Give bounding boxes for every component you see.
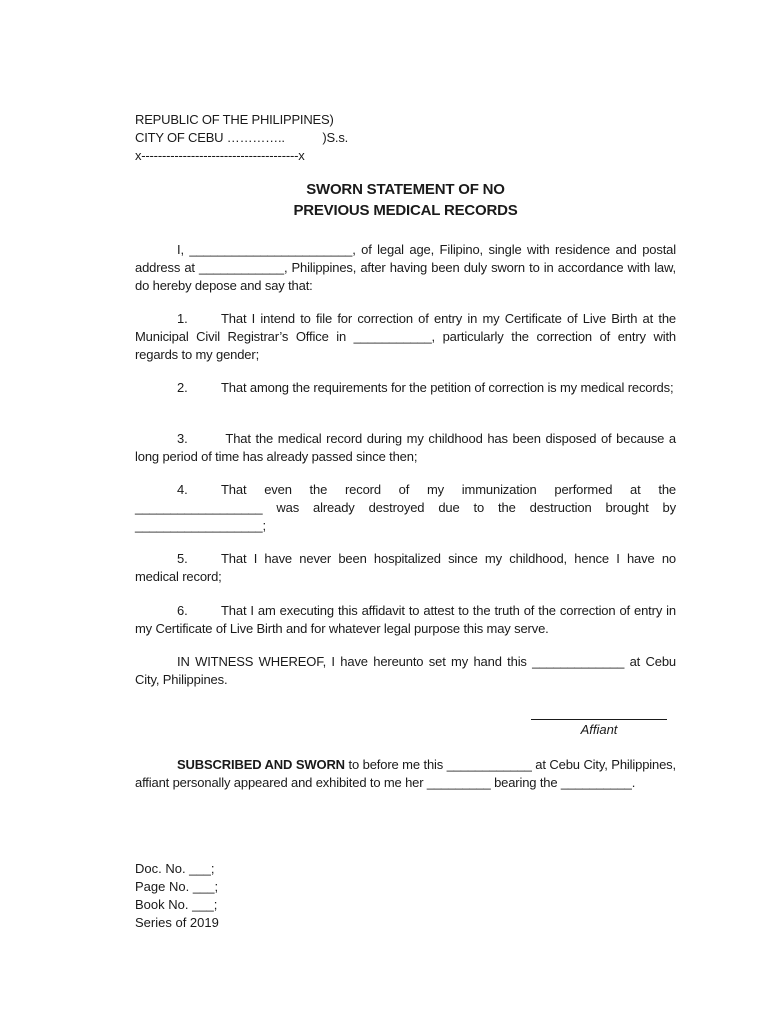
affiant-label: Affiant: [580, 722, 618, 737]
series-year: Series of 2019: [135, 915, 219, 930]
notarial-register-info: [135, 860, 219, 932]
book-number: Book No. ___;: [135, 897, 218, 912]
item-number: 1.: [177, 311, 188, 326]
item-text: That I intend to file for correction of entry in my Certificate of Live Birth at the Municipal Civil Registrar’s Office in ___________, particularly the correction of entry with regards to my gender;: [135, 311, 676, 362]
item-number: 2.: [177, 380, 188, 395]
item-number: 5.: [177, 551, 188, 566]
statement-item-4: [135, 481, 676, 535]
title-line-1: SWORN STATEMENT OF NO: [306, 181, 505, 198]
witness-paragraph: IN WITNESS WHEREOF, I have hereunto set my hand this _____________ at Cebu City, Philippines.: [135, 654, 676, 687]
statement-item-1: [135, 310, 676, 364]
item-text: That even the record of my immunization performed at the __________________ was already destroyed due to the destruction brought by __________________;: [135, 482, 676, 533]
intro-paragraph: I, _______________________, of legal age, Filipino, single with residence and postal address at ____________, Philippines, after having been duly sworn to in accordance with law, do hereby depose and say that:: [135, 242, 676, 293]
jurat-text: to before me this ____________ at Cebu City, Philippines, affiant personally appeared and exhibited to me her _________ bearing the __________.: [135, 757, 676, 790]
item-number: 4.: [177, 482, 188, 497]
caption-divider: x--------------------------------------x: [135, 148, 305, 163]
jurat-paragraph: [135, 756, 676, 792]
item-text: That the medical record during my childhood has been disposed of because a long period of time has already passed since then;: [135, 431, 676, 464]
document-title: [135, 179, 676, 221]
doc-number: Doc. No. ___;: [135, 861, 215, 876]
caption-republic: REPUBLIC OF THE PHILIPPINES): [135, 112, 334, 127]
item-text: That I have never been hospitalized since my childhood, hence I have no medical record;: [135, 551, 676, 584]
item-text: That I am executing this affidavit to attest to the truth of the correction of entry in my Certificate of Live Birth and for whatever legal purpose this may serve.: [135, 603, 676, 636]
affiant-signature-line: [531, 719, 667, 720]
statement-item-2: [135, 379, 676, 397]
statement-item-6: [135, 602, 676, 638]
statement-item-5: [135, 550, 676, 586]
venue-caption: [135, 111, 348, 165]
item-number: 6.: [177, 603, 188, 618]
item-number: 3.: [177, 431, 188, 446]
title-line-2: PREVIOUS MEDICAL RECORDS: [293, 202, 518, 219]
caption-city: CITY OF CEBU ………….. )S.s.: [135, 130, 349, 145]
jurat-heading: SUBSCRIBED AND SWORN: [177, 757, 345, 772]
statement-item-3: [135, 430, 676, 466]
item-text: That among the requirements for the petition of correction is my medical records;: [221, 380, 674, 395]
page-number: Page No. ___;: [135, 879, 219, 894]
